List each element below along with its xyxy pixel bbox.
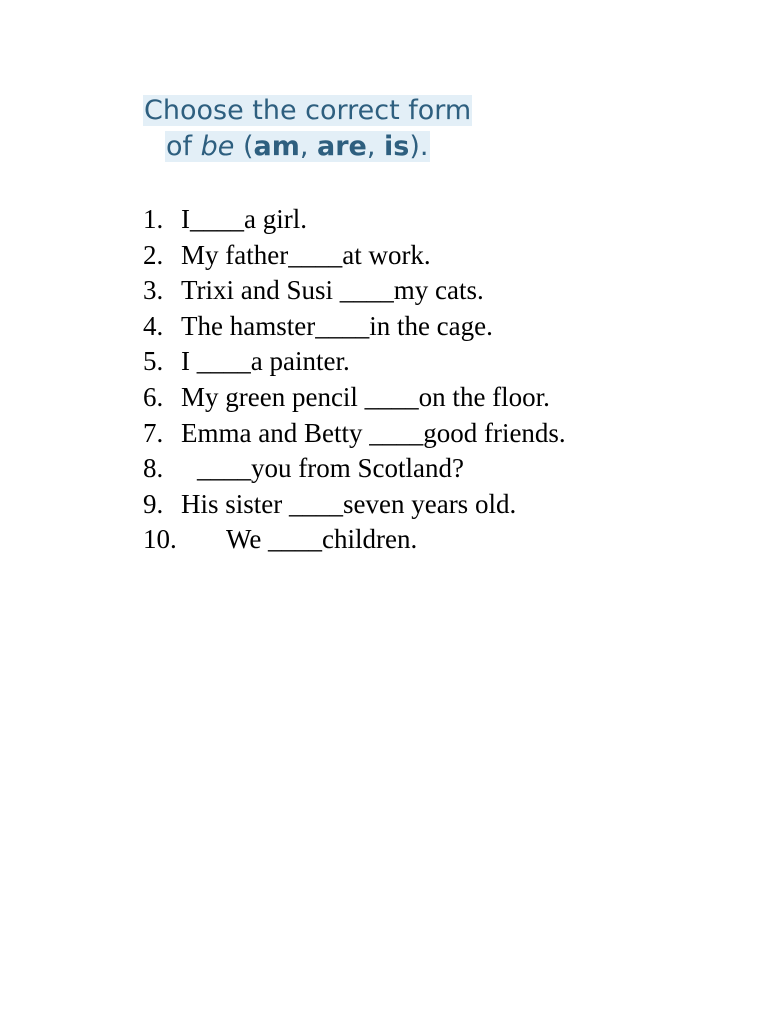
item-sentence: My father____at work. — [181, 239, 431, 270]
title-line-1-text: Choose the correct form — [144, 95, 472, 126]
item-number: 2. — [143, 239, 164, 270]
list-item — [143, 238, 566, 274]
list-item — [143, 451, 566, 487]
item-number: 5. — [143, 346, 164, 377]
item-sentence: I ____a painter. — [181, 346, 350, 377]
item-sentence: ____you from Scotland? — [197, 453, 464, 484]
item-sentence: My green pencil ____on the floor. — [181, 381, 550, 412]
list-item — [143, 202, 566, 238]
item-sentence: I____a girl. — [181, 204, 307, 234]
item-number: 6. — [143, 381, 164, 412]
title-line-2 — [165, 129, 430, 165]
item-number: 3. — [143, 275, 164, 306]
exercise-title — [143, 93, 472, 165]
item-sentence: We ____children. — [226, 524, 418, 555]
item-sentence: His sister ____seven years old. — [181, 488, 517, 519]
title-open-paren: ( — [234, 131, 254, 162]
title-line-1 — [143, 93, 472, 129]
title-am: am — [253, 131, 300, 162]
item-number: 7. — [143, 417, 164, 448]
title-sep-1: , — [299, 131, 318, 162]
list-item — [143, 522, 566, 558]
list-item — [143, 344, 566, 380]
title-of: of — [166, 131, 201, 162]
list-item — [143, 380, 566, 416]
item-number: 10. — [143, 524, 177, 555]
item-sentence: Trixi and Susi ____my cats. — [181, 275, 484, 306]
list-item — [143, 416, 566, 452]
title-is: is — [384, 131, 410, 162]
title-are: are — [317, 131, 367, 162]
title-be: be — [200, 131, 235, 162]
title-sep-2: , — [366, 131, 385, 162]
title-close-paren: ). — [409, 131, 429, 162]
exercise-list — [143, 202, 566, 558]
item-number: 9. — [143, 488, 164, 519]
item-sentence: The hamster____in the cage. — [181, 310, 493, 341]
title-line-2-text — [165, 131, 430, 162]
item-number: 8. — [143, 453, 164, 484]
item-number: 4. — [143, 310, 164, 341]
list-item — [143, 309, 566, 345]
list-item — [143, 273, 566, 309]
item-sentence: Emma and Betty ____good friends. — [181, 417, 566, 448]
list-item — [143, 487, 566, 523]
item-number: 1. — [143, 204, 164, 234]
